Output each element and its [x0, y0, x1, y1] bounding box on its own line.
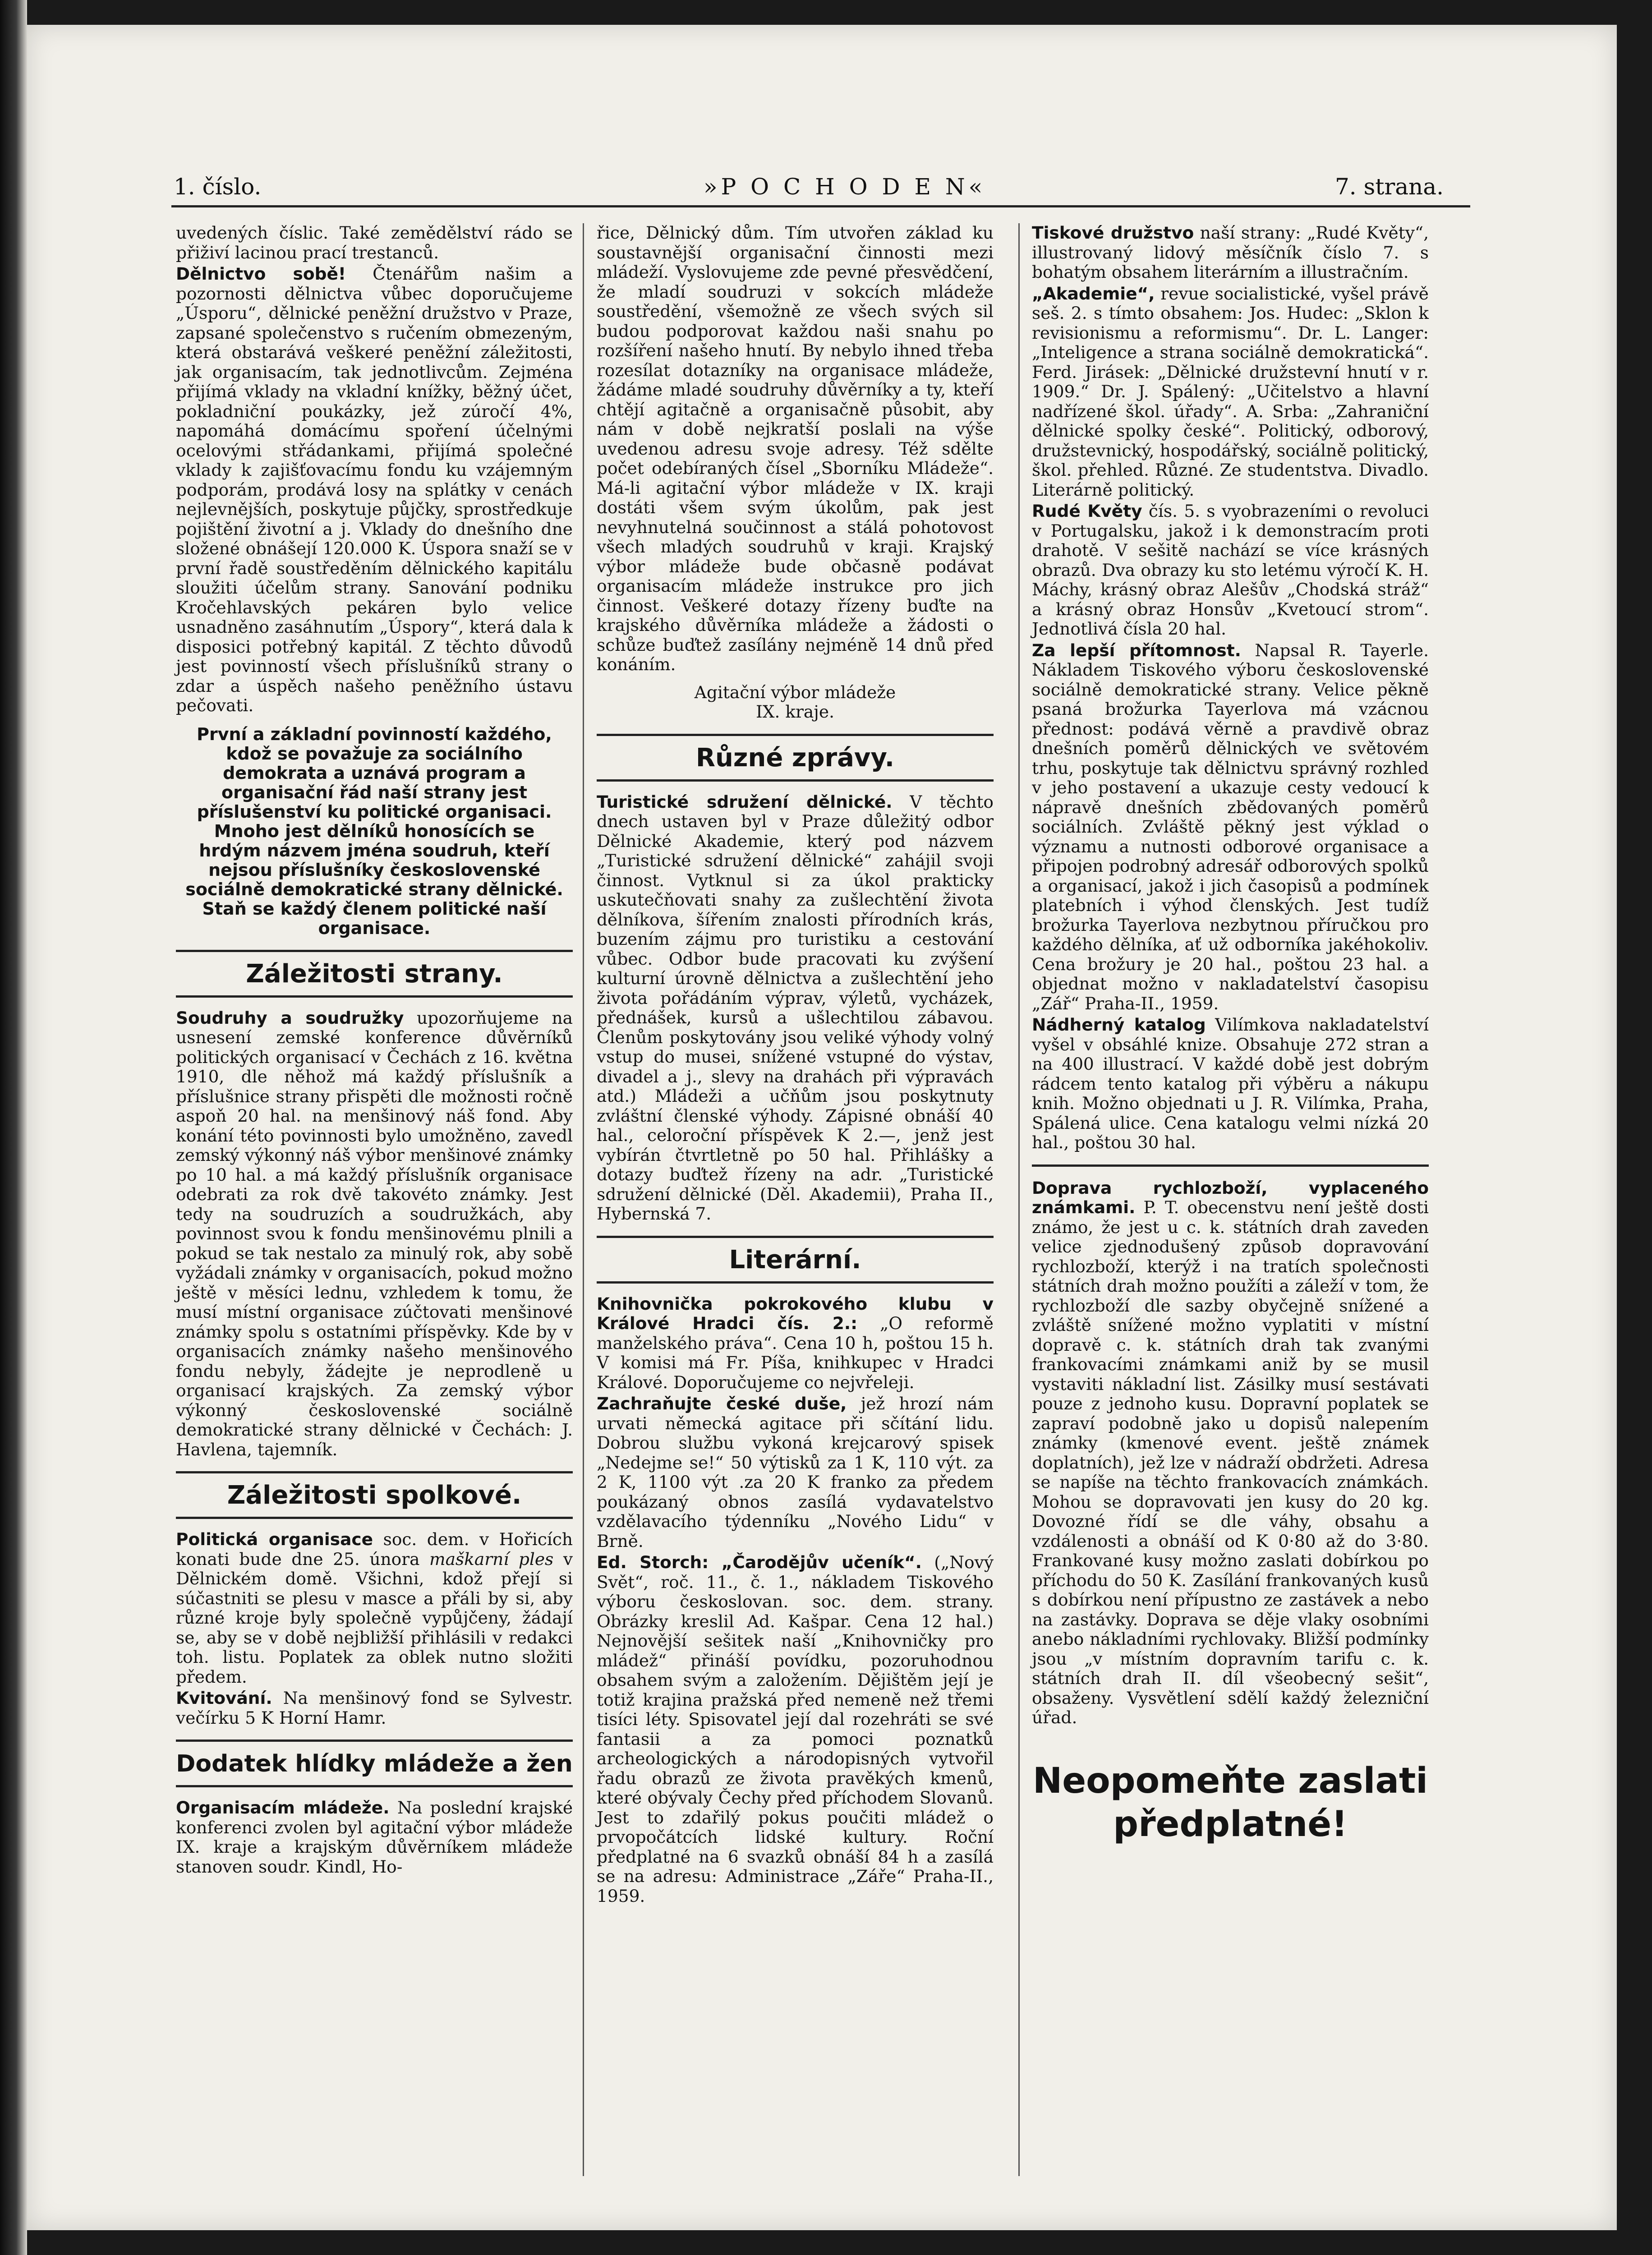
article-body: Na poslední krajské konferenci zvolen byl agitační výbor mládeže IX. kraje a krajským důvěrníkem mládeže stanoven soudr. Kindl, Ho- [176, 1798, 573, 1877]
article-turisticke [597, 792, 994, 1224]
paragraph: uvedených číslic. Také zemědělství rádo se přiživí lacinou prací trestanců. [176, 223, 573, 262]
article-zachranujte [597, 1394, 994, 1551]
article-heading: Soudruhy a soudružky [176, 1008, 404, 1028]
article-akademie [1032, 284, 1429, 500]
section-heading-spolkove: Záležitosti spolkové. [176, 1471, 573, 1519]
article-heading: Zachraňujte české duše, [597, 1394, 847, 1413]
article-body: naší strany: „Rudé Květy“, illustrovaný lidový měsíčník číslo 7. s bohatým obsahem literárním a illustračním. [1032, 223, 1429, 282]
article-body: „O reformě manželského práva“. Cena 10 h, poštou 15 h. V komisi má Fr. Píša, knihkupec v Hradci Králové. Doporučujeme co nejvřeleji. [597, 1313, 994, 1392]
article-storch [597, 1553, 994, 1906]
article-organisacim [176, 1798, 573, 1877]
article-knihovnicka [597, 1294, 994, 1393]
newspaper-page [27, 25, 1617, 2230]
article-heading: Politická organisace [176, 1529, 373, 1549]
article-heading: Rudé Květy [1032, 501, 1142, 521]
header-rule [171, 205, 1470, 207]
article-body: P. T. obecenstvu není ještě dosti známo, že jest u c. k. státních drah zaveden velice zjednodušený způsob dopravování rychlozboží, kterýž i na tratích společnosti státních drah možno použíti a záleží v tom, že rychlozboží dle sazby obyčejně snížené a zvláště snížené možno vyplatiti v místní dopravě c. k. státních drah tak zvanými frankovacími známkami aniž by se musil vystaviti nákladní list. Zásilky musí sestávati pouze z jednoho kusu. Dopravní poplatek se zapraví podobně jako u dopisů nalepením známky (kmenové event. ještě známek doplatních), jež lze v nádraží obdržeti. Adresa se napíše na těchto frankovacích známkách. Mohou se dopravovati jen kusy do 20 kg. Dovozné řídí se dle váhy, obsahu a vzdálenosti a obnáší od K 0·80 až do 3·80. Frankované kusy možno zaslati dobírkou po příchodu do 50 K. Zasílání frankovaných kusů s dobírkou není přípustno ze zastávek a nebo na zastávky. Doprava se děje vlaky osobními anebo nákladními rychlovaky. Bližší podmínky jsou „v místním dopravním tarifu c. k. státních drah II. díl všeobecný sešit“, obsaženy. Vysvětlení sdělí každý železniční úřad. [1032, 1197, 1429, 1727]
article-italic: maškarní ples [429, 1549, 554, 1569]
article-tiskove [1032, 223, 1429, 282]
article-heading: Tiskové družstvo [1032, 223, 1194, 243]
membership-notice: První a základní povinností každého, kdož se považuje za sociálního demokrata a uznává program a organisační řád naší strany jest příslušenství ku politické organisaci. Mnoho jest dělníků honosících se hrdým názvem jména soudruh, kteří nejsou příslušníky československé sociálně demokratické strany dělnické. Staň se každý členem politické naší organisace. [185, 724, 563, 938]
article-delnictvo [176, 264, 573, 716]
article-body: v Dělnickém domě. Všichni, kdož přejí si súčastniti se plesu v masce a přáli by si, aby různé kroje byly společně vypůjčeny, žádají se, aby se v době nejbližší přihlásili v redakci toh. listu. Poplatek za oblek nutno složiti předem. [176, 1549, 573, 1687]
article-heading: Turistické sdružení dělnické. [597, 792, 893, 812]
signature-line: IX. kraje. [755, 702, 835, 722]
article-body: V těchto dnech ustaven byl v Praze důležitý odbor Dělnické Akademie, který pod názvem „Turistické sdružení dělnické“ zahájil svoji činnost. Vytknul si za úkol prakticky uskutečňovati snahy za zušlechtění života dělníkova, šířením znalosti přírodních krás, buzením zájmu pro turistiku a cestování vůbec. Odbor bude pracovati ku zvýšení kulturní úrovně dělnictva a zušlechtění jeho života pořádáním výprav, výletů, vycházek, přednášek, kursů a ušlechtilou zábavou. Členům poskytovány jsou veliké výhody volný vstup do musei, snížené vstupné do výstav, divadel a j., slevy na drahách při výpravách atd.) Mládeži a učňům jsou poskytnuty zvláštní členské výhody. Zápisné obnáší 40 hal., celoroční příspěvek K 2.—, jenž jest vybírán čtvrtletně po 50 hal. Přihlášky a dotazy buďtež řízeny na adr. „Turistické sdružení dělnické (Děl. Akademii), Praha II., Hybernská 7. [597, 792, 994, 1224]
article-body: („Nový Svět“, roč. 11., č. 1., nákladem Tiskového výboru českoslovan. soc. dem. strany. Obrázky kreslil Ad. Kašpar. Cena 12 hal.) Nejnovější sešitek naší „Knihovničky pro mládež“ přináší povídku, pozoruhodnou obsahem svým a založením. Dějištěm její je totiž krajina pražská před nemeně než třemi tisíci léty. Spisovatel její dal rozehráti se své fantasii a za pomoci poznatků archeologických a národopisných vytvořil řadu obrazů ze života pravěkých kmenů, které obývaly Čechy před příchodem Slovanů. Jest to zdařilý pokus poučiti mládež o prvopočátcích lidské kultury. Roční předplatné na 6 svazků obnáší 84 h a zasílá se na adresu: Administrace „Záře“ Praha-II., 1959. [597, 1552, 994, 1906]
article-body: Na menšinový fond se Sylvestr. večírku 5 K Horní Hamr. [176, 1688, 573, 1728]
article-heading: Kvitování. [176, 1688, 272, 1708]
article-heading: Dělnictvo sobě! [176, 264, 346, 284]
page-number: 7. strana. [1335, 174, 1444, 200]
article-body: Čtenářům našim a pozornosti dělnictva vůbec doporučujeme „Úsporu“, dělnické peněžní družstvo v Praze, zapsané společenstvo s ručením obmezeným, která obstarává veškeré peněžní záležitosti, jak organisacím, tak jednotlivcům. Zejména přijímá vklady na vkladní knížky, běžný účet, pokladniční poukázky, jež zúročí 4%, napomáhá domácímu spoření účelnými ocelovými střádankami, přijímá společné vklady k zajišťovacímu fondu ku vzájemným podporám, prodává losy na splátky v cenách nejlevnějších, poskytuje půjčky, sprostředkuje pojištění životní a j. Vklady do dnešního dne složené obnášejí 120.000 K. Úspora snaží se v první řadě soustředěním dělnického kapitálu sloužiti účelům strany. Sanování podniku Kročehlavských pekáren bylo velice usnadněno zasáhnutím „Úspory“, která dala k disposici potřebný kapitál. Z těchto důvodů jest povinností všech příslušníků strany o zdar a úspěch našeho peněžního ústavu pečovati. [176, 264, 573, 715]
article-body: Vilímkova nakladatelství vyšel v obsáhlé knize. Obsahuje 272 stran a na 400 illustrací. V každé době jest dobrým rádcem tento katalog při výběru a nákupu knih. Možno objednati u J. R. Vilímka, Praha, Spálená ulice. Cena katalogu velmi nízká 20 hal., poštou 30 hal. [1032, 1015, 1429, 1152]
article-heading: Nádherný katalog [1032, 1015, 1206, 1035]
column-2 [597, 223, 994, 1906]
section-heading-literarni: Literární. [597, 1236, 994, 1284]
article-heading: Doprava rychlozboží, vyplaceného známkami. [1032, 1178, 1429, 1217]
article-heading: „Akademie“, [1032, 283, 1155, 304]
article-body: jež hrozí nám urvati německá agitace při sčítání lidu. Dobrou službu vykoná krejcarový spisek „Nedejme se!“ 50 výtisků za 1 K, 110 výt. za 2 K, 1100 výt .za 20 K franko za předem poukázaný obnos zasílá vydavatelstvo vzdělavacího týdenníku „Nového Lidu“ v Brně. [597, 1394, 994, 1551]
masthead: »P O C H O D E N« [704, 174, 986, 200]
article-kvitovani [176, 1689, 573, 1728]
article-doprava [1032, 1164, 1429, 1728]
section-heading-hlidky: Dodatek hlídky mládeže a žen [176, 1740, 573, 1787]
paragraph: řice, Dělnický dům. Tím utvořen základ ku soustavnější organisační činnosti mezi mládeží. Vyslovujeme zde pevné přesvědčení, že mladí soudruzi v sokcích mládeže soustředění, všemožně ze všech svých sil budou podporovat každou naši snahu po rozšíření našeho hnutí. By nebylo ihned třeba rozesílat dotazníky na organisace mládeže, žádáme mladé soudruhy důvěrníky a ty, kteří chtějí agitačně a organisačně působit, aby nám v době nejkratší poslali na výše uvedenou adresu svoje adresy. Též sdělte počet odebíraných čísel „Sborníku Mládeže“. Má-li agitační výbor mládeže v IX. kraji dostáti všem svým úkolům, pak jest nevyhnutelná součinnost a stálá pohotovost všech mladých soudruhů v kraji. Krajský výbor mládeže bude občasně podávat organisacím mládeže instrukce pro jich činnost. Veškeré dotazy řízeny buďte na krajského důvěrníka mládeže a žádosti o schůze buďtež zasílány nejméně 14 dnů před konáním. [597, 223, 994, 674]
article-body: revue socialistické, vyšel právě seš. 2. s tímto obsahem: Jos. Hudec: „Sklon k revisionismu a reformismu“. Dr. L. Langer: „Inteligence a strana sociálně demokratická“. Ferd. Jirásek: „Dělnické družstevní hnutí v r. 1909.“ Dr. J. Spálený: „Učitelstvo a hlavní nadřízené škol. úřady“. A. Srba: „Zahraniční dělnické spolky české“. Politický, odborový, družstevnický, hospodářský, sociálně politický, škol. přehled. Různé. Ze studentstva. Divadlo. Literárně politický. [1032, 283, 1429, 500]
article-heading: Organisacím mládeže. [176, 1798, 390, 1818]
column-1 [176, 223, 573, 1877]
article-body: soc. dem. v Hořicích konati bude dne 25. února [176, 1529, 573, 1569]
issue-number: 1. číslo. [174, 174, 262, 200]
article-rude-kvety [1032, 502, 1429, 639]
column-divider [583, 223, 584, 2176]
article-katalog [1032, 1015, 1429, 1153]
signature-line: Agitační výbor mládeže [694, 682, 896, 702]
article-politicka [176, 1530, 573, 1687]
book-spine [0, 0, 27, 2255]
article-heading: Knihovnička pokrokového klubu v Králové Hradci čís. 2.: [597, 1293, 994, 1333]
article-lepsi-pritomnost [1032, 641, 1429, 1014]
article-soudruhy [176, 1008, 573, 1460]
article-body: upozorňujeme na usnesení zemské konference důvěrníků politických organisací v Čechách z 16. května 1910, dle něhož má každý příslušník a příslušnice strany přispěti dle možnosti ročně aspoň 20 hal. na menšinový náš fond. Aby konání této povinnosti bylo umožněno, zavedl zemský výkonný náš výbor menšinové známky po 10 hal. a má každý příslušník organisace odebrati za rok dvě takovéto známky. Jest tedy na soudruzích a soudružkách, aby povinnost svou k fondu menšinovému plnili a pokud se tak nestalo za minulý rok, aby sobě vyžádali známky v organisacích, pokud možno ještě v měsíci lednu, vzhledem k tomu, že musí místní organisace zúčtovati menšinové známky spolu s ostatními příspěvky. Kde by v organisacích známky našeho menšinového fondu nebyly, žádejte je neprodleně u organisací krajských. Za zemský výbor výkonný československé sociálně demokratické strany dělnické v Čechách: J. Havlena, tajemník. [176, 1008, 573, 1459]
article-body: čís. 5. s vyobrazeními o revoluci v Portugalsku, jakož i k demonstracím proti drahotě. V sešitě nachází se více krásných obrazů. Dva obrazy ku sto letému výročí K. H. Máchy, krásný obraz Alešův „Chodská stráž“ a krásný obraz Honsův „Kvetoucí strom“. Jednotlivá čísla 20 hal. [1032, 501, 1429, 639]
section-heading-ruzne: Různé zprávy. [597, 734, 994, 782]
section-heading-strany: Záležitosti strany. [176, 950, 573, 998]
article-heading: Ed. Storch: „Čarodějův učeník“. [597, 1552, 922, 1572]
column-divider [1018, 223, 1020, 2176]
subscription-reminder: Neopomeňte zaslati předplatné! [1032, 1760, 1428, 1845]
column-3 [1032, 223, 1429, 1846]
article-body: Napsal R. Tayerle. Nákladem Tiskového výboru československé sociálně demokratické strany. Velice pěkně psaná brožurka Tayerlova má vzácnou přednost: podává věrně a pravdivě obraz dnešních poměrů dělnických ve světovém trhu, poskytuje tak dělnictvu správný rozhled v jeho postavení a ukazuje cesty vedoucí k nápravě dnešních zbědovaných poměrů sociálních. Zvláště pěkný jest výklad o významu a nutnosti odborové organisace a připojen podrobný adresář odborových spolků a organisací, jakož i jich časopisů a podmínek platebních i výhod členských. Jest tudíž brožurka Tayerlova nezbytnou příručkou pro každého dělníka, ať už odborníka jakéhokoliv. Cena brožury je 20 hal., poštou 23 hal. a objednat možno v nakladatelství časopisu „Zář“ Praha-II., 1959. [1032, 640, 1429, 1013]
article-heading: Za lepší přítomnost. [1032, 640, 1241, 660]
